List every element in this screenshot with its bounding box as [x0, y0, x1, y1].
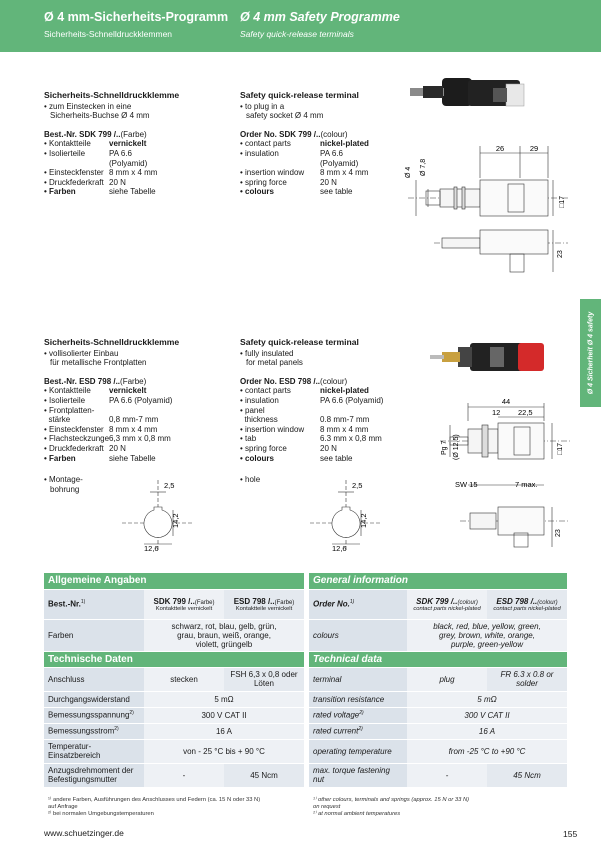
spec-key: • Frontplatten- — [44, 405, 95, 415]
product1-de-specs — [44, 139, 234, 197]
header-title-de: Ø 4 mm-Sicherheits-Programm — [44, 10, 229, 24]
spec-row — [240, 396, 410, 406]
tech-row — [44, 723, 304, 739]
product1-photo — [410, 78, 524, 106]
page-number: 155 — [563, 829, 578, 839]
section-heading-technical: Technische Daten — [44, 651, 304, 667]
spec-key: • Farben — [44, 187, 76, 197]
spec-key: • Kontaktteile — [44, 386, 91, 396]
product1-en-order-no: Order No. SDK 799 /..(colour) — [240, 129, 348, 139]
tech-label: Anschluss — [44, 667, 144, 691]
spec-row — [240, 159, 410, 169]
dim-44: 44 — [501, 397, 511, 406]
spec-value: vernickelt — [109, 386, 147, 396]
header-subtitle-de: Sicherheits-Schnelldruckklemmen — [44, 29, 173, 39]
product1-en-desc: safety socket Ø 4 mm — [246, 111, 324, 121]
dim-pg7: Pg 7 — [441, 440, 448, 455]
product2-en-block — [240, 338, 410, 485]
spec-key: stärke — [44, 415, 71, 425]
tech-value: 5 mΩ — [144, 691, 304, 707]
spec-row — [44, 425, 234, 435]
spec-row — [44, 168, 234, 178]
spec-key — [44, 159, 109, 169]
tech-value: 16 A — [407, 723, 567, 739]
spec-key: • insertion window — [240, 168, 305, 178]
spec-table-de — [44, 573, 304, 788]
section-heading-technical: Technical data — [309, 651, 567, 667]
dim-17: □17 — [559, 195, 566, 208]
product2-en-title: Safety quick-release terminal — [240, 337, 359, 347]
footnotes-en: ¹⁾ other colours, terminals and springs (approx. 15 N or 33 N) on request ²⁾ at normal ambient temperatures — [313, 797, 470, 817]
spec-value: 20 N — [109, 443, 126, 453]
hole-dim-side: 14,2 — [171, 513, 180, 528]
order-col-esd: ESD 798 /..(colour) contact parts nickel-plated — [487, 589, 567, 619]
dim-sw15: SW 15 — [455, 480, 478, 489]
spec-key: • contact parts — [240, 386, 291, 396]
product2-de-specs — [44, 386, 234, 463]
spec-value: nickel-plated — [320, 139, 369, 149]
footnotes-de: ¹⁾ andere Farben, Ausführungen des Anschlusses und Federn (ca. 15 N oder 33 N) auf Anfrage ²⁾ bei normalen Umgebungstemperaturen — [48, 797, 261, 817]
hole-dim-bottom: 12,6 — [332, 544, 347, 553]
spec-value: 8 mm x 4 mm — [109, 424, 158, 434]
product1-de-order-no: Best.-Nr. SDK 799 /..(Farbe) — [44, 129, 147, 139]
header-subtitle-en: Safety quick-release terminals — [240, 29, 354, 39]
tech-value-col1: plug — [407, 667, 487, 691]
spec-row — [240, 415, 410, 425]
spec-key: • insertion window — [240, 424, 305, 434]
dim-23: 23 — [555, 529, 562, 537]
tech-value: 300 V CAT II — [144, 707, 304, 723]
product2-photo — [430, 343, 544, 371]
spec-row — [44, 149, 234, 159]
spec-row — [240, 454, 410, 464]
tech-label: terminal — [309, 667, 407, 691]
tech-label: transition resistance — [309, 691, 407, 707]
spec-row — [44, 178, 234, 188]
tech-row — [309, 707, 567, 723]
product2-en-specs — [240, 386, 410, 463]
dim-23: 23 — [557, 250, 564, 258]
tech-value: 300 V CAT II — [407, 707, 567, 723]
dim-29: 29 — [529, 144, 539, 153]
tech-value-col2: 45 Ncm — [224, 763, 304, 787]
spec-row — [240, 168, 410, 178]
tech-value-col2: FSH 6,3 x 0,8 oder Löten — [224, 667, 304, 691]
spec-value: 8 mm x 4 mm — [320, 424, 369, 434]
product2-technical-drawing — [420, 325, 578, 550]
product2-de-block — [44, 338, 234, 494]
order-no-label: Best.-Nr.$^{1)}$ — [44, 589, 144, 619]
product1-en-block — [240, 91, 410, 197]
spec-value: 20 N — [109, 177, 126, 187]
product1-bottom-view — [434, 230, 568, 272]
spec-row — [240, 434, 410, 444]
page-header — [0, 0, 601, 52]
spec-row — [44, 396, 234, 406]
spec-key: • Isolierteile — [44, 395, 86, 405]
product2-de-title: Sicherheits-Schnelldruckklemme — [44, 337, 180, 347]
tech-label: Bemessungsspannung$^{2)}$ — [44, 707, 144, 723]
tech-value-col1: - — [144, 763, 224, 787]
tech-value-col2: FR 6.3 x 0.8 or solder — [487, 667, 567, 691]
colors-value: schwarz, rot, blau, gelb, grün, grau, braun, weiß, orange, violett, grüngelb — [144, 619, 304, 651]
spec-row — [44, 434, 234, 444]
spec-key: • Isolierteile — [44, 148, 86, 158]
order-col-sdk: SDK 799 /..(Farbe) Kontaktteile vernickelt — [144, 589, 224, 619]
colors-value: black, red, blue, yellow, green, grey, brown, white, orange, purple, green-yellow — [407, 619, 567, 651]
product2-bottom-view — [460, 507, 570, 547]
colors-label: colours — [309, 619, 407, 651]
tech-row — [44, 739, 304, 763]
mounting-hole-drawing-de — [118, 478, 198, 554]
spec-key: • colours — [240, 187, 274, 197]
spec-key: • panel — [240, 405, 265, 415]
spec-key: • Druckfederkraft — [44, 443, 104, 453]
spec-key: • colours — [240, 453, 274, 463]
hole-dim-top: 2,5 — [164, 481, 175, 490]
product1-de-desc: • zum Einstecken in eine — [44, 101, 132, 111]
tech-row — [309, 739, 567, 763]
dim-26: 26 — [495, 144, 505, 153]
tech-row — [44, 763, 304, 787]
section-heading-general: Allgemeine Angaben — [44, 573, 304, 589]
side-category-tab[interactable]: Ø 4 Sicherheit Ø 4 safety — [580, 299, 601, 407]
tech-row — [44, 707, 304, 723]
dim-d78: Ø 7,8 — [420, 158, 427, 176]
product2-de-order-no: Best.-Nr. ESD 798 /..(Farbe) — [44, 376, 147, 386]
spec-key: • contact parts — [240, 139, 291, 149]
spec-row — [44, 454, 234, 464]
spec-row — [240, 444, 410, 454]
header-title-en: Ø 4 mm Safety Programme — [240, 10, 400, 24]
spec-row — [240, 149, 410, 159]
product1-en-desc: • to plug in a — [240, 101, 285, 111]
spec-value: 0.8 mm-7 mm — [320, 415, 370, 425]
dim-d4: Ø 4 — [405, 166, 412, 178]
spec-key: • spring force — [240, 177, 287, 187]
spec-key — [240, 159, 320, 169]
spec-key: • Einsteckfenster — [44, 168, 104, 178]
spec-row — [240, 406, 410, 416]
tech-label: rated current$^{2)}$ — [309, 723, 407, 739]
spec-value: 0,8 mm-7 mm — [109, 415, 159, 425]
product2-de-desc: • vollisolierter Einbau — [44, 348, 119, 358]
mounting-hole-drawing-en — [306, 478, 386, 554]
tech-label: Durchgangswiderstand — [44, 691, 144, 707]
spec-key: • Farben — [44, 453, 76, 463]
spec-value: nickel-plated — [320, 386, 369, 396]
tech-label: rated voltage$^{2)}$ — [309, 707, 407, 723]
spec-value: (Polyamid) — [320, 158, 359, 168]
tech-label: operating temperature — [309, 739, 407, 763]
dim-12: 12 — [492, 408, 501, 417]
spec-value: PA 6.6 (Polyamid) — [320, 395, 384, 405]
dim-17: □17 — [557, 442, 564, 455]
spec-value: 6.3 mm x 0,8 mm — [320, 434, 382, 444]
spec-value: 20 N — [320, 177, 337, 187]
product1-de-block — [44, 91, 234, 197]
spec-key: • insulation — [240, 395, 279, 405]
product2-en-desc: • fully insulated — [240, 348, 294, 358]
product1-en-specs — [240, 139, 410, 197]
footer-website-link[interactable]: www.schuetzinger.de — [44, 828, 124, 838]
dim-d12-5: (Ø 12,5) — [453, 434, 460, 460]
dim-7max: 7 max. — [515, 480, 538, 489]
tech-value: 16 A — [144, 723, 304, 739]
product2-en-hole-label: • hole — [240, 475, 261, 485]
spec-value: PA 6.6 (Polyamid) — [109, 395, 173, 405]
spec-key: • Druckfederkraft — [44, 177, 104, 187]
spec-key: • spring force — [240, 443, 287, 453]
hole-dim-top: 2,5 — [352, 481, 363, 490]
product2-de-hole-label: • Montage- — [44, 475, 83, 485]
tech-row — [309, 667, 567, 691]
product1-technical-drawing — [398, 58, 578, 278]
tech-label: Anzugsdrehmoment der Befestigungsmutter — [44, 763, 144, 787]
product2-en-desc: for metal panels — [246, 358, 303, 368]
product1-de-title: Sicherheits-Schnelldruckklemme — [44, 90, 180, 100]
order-col-sdk: SDK 799 /..(colour) contact parts nickel-plated — [407, 589, 487, 619]
spec-row — [44, 386, 234, 396]
spec-table-en — [309, 573, 567, 788]
spec-value: vernickelt — [109, 139, 147, 149]
spec-value: see table — [320, 453, 353, 463]
spec-row — [240, 187, 410, 197]
spec-value: 20 N — [320, 443, 337, 453]
spec-row — [44, 159, 234, 169]
product2-de-desc: für metallische Frontplatten — [50, 358, 147, 368]
tech-value-col1: stecken — [144, 667, 224, 691]
hole-dim-bottom: 12,6 — [144, 544, 159, 553]
tech-value: from -25 °C to +90 °C — [407, 739, 567, 763]
tech-value: 5 mΩ — [407, 691, 567, 707]
order-col-esd: ESD 798 /..(Farbe) Kontaktteile vernickelt — [224, 589, 304, 619]
tech-value-col2: 45 Ncm — [487, 763, 567, 787]
spec-row — [44, 444, 234, 454]
spec-row — [44, 406, 234, 416]
spec-row — [44, 187, 234, 197]
tech-value: von - 25 °C bis + 90 °C — [144, 739, 304, 763]
product1-side-view — [408, 146, 568, 216]
spec-value: PA 6.6 — [109, 148, 132, 158]
spec-value: 8 mm x 4 mm — [320, 168, 369, 178]
tech-value-col1: - — [407, 763, 487, 787]
tech-row — [44, 691, 304, 707]
dim-22-5: 22,5 — [518, 408, 533, 417]
spec-key: thickness — [240, 415, 278, 425]
product1-en-title: Safety quick-release terminal — [240, 90, 359, 100]
spec-key: • insulation — [240, 148, 279, 158]
section-heading-general: General information — [309, 573, 567, 589]
product1-de-desc: Sicherheits-Buchse Ø 4 mm — [50, 111, 150, 121]
spec-value: 6,3 mm x 0,8 mm — [109, 434, 171, 444]
tech-label: Temperatur-Einsatzbereich — [44, 739, 144, 763]
tech-label: max. torque fastening nut — [309, 763, 407, 787]
spec-row — [44, 139, 234, 149]
spec-key: • Einsteckfenster — [44, 424, 104, 434]
tech-label: Bemessungsstrom$^{2)}$ — [44, 723, 144, 739]
tech-row — [309, 723, 567, 739]
spec-row — [240, 425, 410, 435]
spec-value: siehe Tabelle — [109, 453, 156, 463]
spec-value: 8 mm x 4 mm — [109, 168, 158, 178]
tech-row — [309, 763, 567, 787]
order-no-label: Order No.$^{1)}$ — [309, 589, 407, 619]
product2-en-order-no: Order No. ESD 798 /..(colour) — [240, 376, 348, 386]
tech-row — [309, 691, 567, 707]
spec-row — [240, 178, 410, 188]
tech-row — [44, 667, 304, 691]
spec-row — [44, 415, 234, 425]
spec-key: • Kontaktteile — [44, 139, 91, 149]
spec-row — [240, 386, 410, 396]
spec-key: • Flachsteckzunge — [44, 434, 110, 444]
spec-value: PA 6.6 — [320, 148, 343, 158]
spec-row — [240, 139, 410, 149]
spec-value: (Polyamid) — [109, 158, 148, 168]
spec-key: • tab — [240, 434, 257, 444]
spec-value: siehe Tabelle — [109, 187, 156, 197]
hole-dim-side: 14,2 — [359, 513, 368, 528]
spec-value: see table — [320, 187, 353, 197]
product2-de-hole-label: bohrung — [50, 484, 80, 494]
colors-label: Farben — [44, 619, 144, 651]
